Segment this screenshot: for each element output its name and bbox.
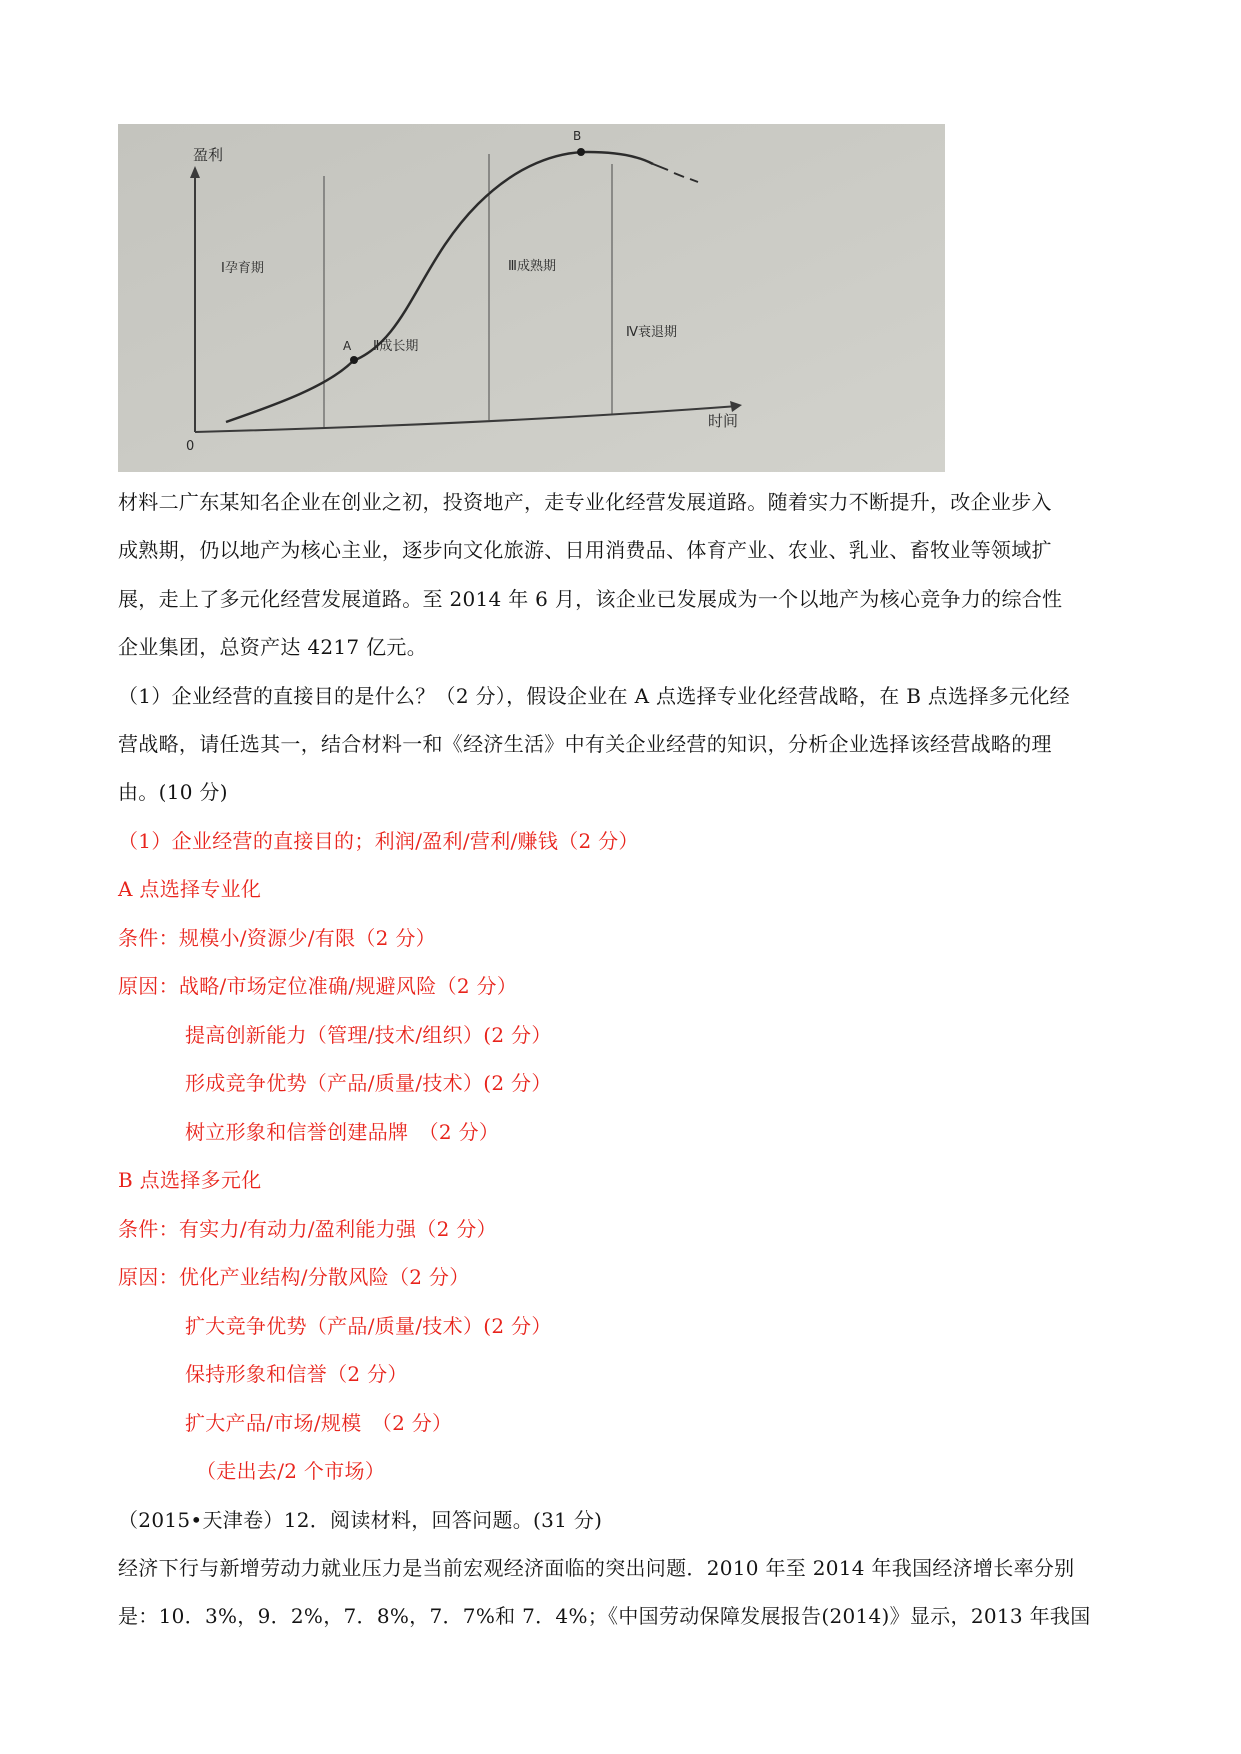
point-b-marker bbox=[577, 148, 585, 156]
answer-a-reason-3: 形成竞争优势（产品/质量/技术）(2 分） bbox=[185, 1071, 552, 1095]
answer-b-reason-1: 原因：优化产业结构/分散风险（2 分） bbox=[118, 1265, 470, 1289]
point-a-marker bbox=[350, 356, 358, 364]
answer-b-reason-3: 保持形象和信誉（2 分） bbox=[185, 1362, 408, 1386]
next-question-header: （2015•天津卷）12．阅读材料，回答问题。(31 分) bbox=[118, 1508, 603, 1532]
lifecycle-figure bbox=[118, 124, 945, 472]
answer-b-reason-2: 扩大竞争优势（产品/质量/技术）(2 分） bbox=[185, 1314, 552, 1338]
answer-a-reason-4: 树立形象和信誉创建品牌 （2 分） bbox=[185, 1120, 500, 1144]
answer-b-reason-5: （走出去/2 个市场） bbox=[196, 1459, 386, 1483]
question-line-2: 营战略，请任选其一，结合材料一和《经济生活》中有关企业经营的知识，分析企业选择该经营战略的理 bbox=[118, 732, 1052, 756]
point-a-label: A bbox=[343, 339, 352, 353]
stage-1-label: Ⅰ孕育期 bbox=[221, 261, 264, 276]
question-line-3: 由。(10 分) bbox=[118, 780, 228, 804]
x-axis-label: 时间 bbox=[708, 412, 739, 430]
material-line-2: 成熟期，仍以地产为核心主业，逐步向文化旅游、日用消费品、体育产业、农业、乳业、畜牧业等领域扩 bbox=[118, 538, 1052, 562]
answer-purpose: （1）企业经营的直接目的；利润/盈利/营利/赚钱（2 分） bbox=[118, 829, 639, 853]
point-b-label: B bbox=[573, 129, 582, 143]
lifecycle-chart-svg bbox=[118, 124, 945, 472]
next-question-line-1: 经济下行与新增劳动力就业压力是当前宏观经济面临的突出问题．2010 年至 2014 年我国经济增长率分别 bbox=[118, 1556, 1075, 1580]
answer-a-reason-2: 提高创新能力（管理/技术/组织）(2 分） bbox=[185, 1023, 552, 1047]
question-line-1: （1）企业经营的直接目的是什么？（2 分），假设企业在 A 点选择专业化经营战略，在 B 点选择多元化经 bbox=[118, 684, 1070, 708]
stage-2-label: Ⅱ成长期 bbox=[373, 339, 419, 354]
answer-a-reason-1: 原因：战略/市场定位准确/规避风险（2 分） bbox=[118, 974, 518, 998]
material-line-3: 展，走上了多元化经营发展道路。至 2014 年 6 月，该企业已发展成为一个以地产为核心竞争力的综合性 bbox=[118, 587, 1063, 611]
answer-b-condition: 条件：有实力/有动力/盈利能力强（2 分） bbox=[118, 1217, 497, 1241]
answer-b-heading: B 点选择多元化 bbox=[118, 1168, 262, 1192]
answer-a-condition: 条件：规模小/资源少/有限（2 分） bbox=[118, 926, 436, 950]
material-line-4: 企业集团，总资产达 4217 亿元。 bbox=[118, 635, 428, 659]
stage-3-label: Ⅲ成熟期 bbox=[508, 259, 556, 274]
answer-a-heading: A 点选择专业化 bbox=[118, 877, 262, 901]
next-question-line-2: 是：10．3%，9．2%，7．8%，7．7%和 7．4%；《中国劳动保障发展报告(2014)》显示，2013 年我国 bbox=[118, 1604, 1091, 1628]
origin-label: 0 bbox=[186, 439, 195, 454]
stage-4-label: Ⅳ衰退期 bbox=[626, 325, 677, 340]
y-axis-label: 盈利 bbox=[193, 146, 224, 164]
answer-b-reason-4: 扩大产品/市场/规模 （2 分） bbox=[185, 1411, 453, 1435]
material-line-1: 材料二广东某知名企业在创业之初，投资地产，走专业化经营发展道路。随着实力不断提升，改企业步入 bbox=[118, 490, 1052, 514]
